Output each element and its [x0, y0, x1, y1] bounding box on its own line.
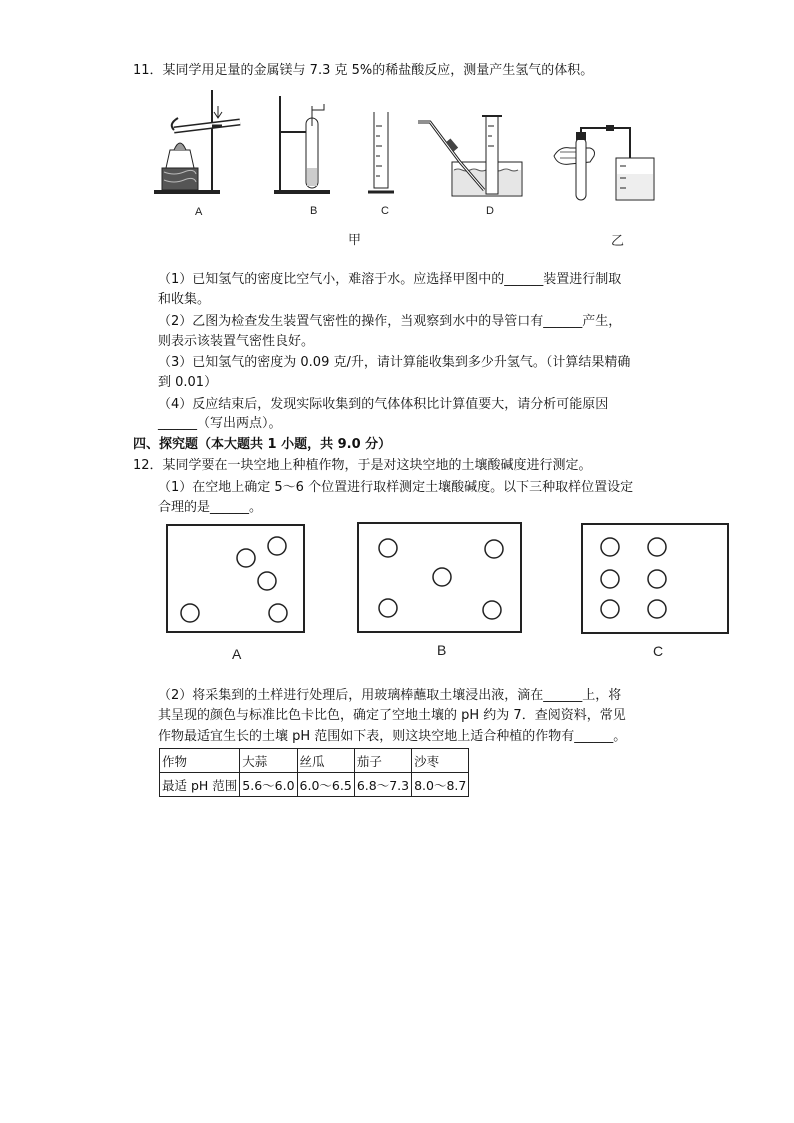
- table-cell: 大蒜: [240, 749, 297, 773]
- apparatus-b-illustration: [272, 96, 332, 196]
- q11-part4-line1: （4）反应结束后，发现实际收集到的气体体积比计算值要大，请分析可能原因: [158, 397, 609, 412]
- ph-range-table: [159, 748, 469, 797]
- figure-caption-yi: 乙: [611, 234, 625, 249]
- table-cell: 作物: [160, 749, 240, 773]
- table-row: [160, 773, 469, 797]
- apparatus-c-illustration: [366, 112, 396, 196]
- sampling-label-b: B: [437, 642, 447, 658]
- q12-part2-line3: 作物最适宜生长的土壤 pH 范围如下表，则这块空地上适合种植的作物有______。: [158, 729, 627, 744]
- apparatus-d-illustration: [416, 112, 526, 200]
- airtightness-check-illustration: [550, 122, 662, 204]
- q11-part2-line1: （2）乙图为检查发生装置气密性的操作，当观察到水中的导管口有______产生，: [158, 314, 622, 329]
- q11-part2-line2: 则表示该装置气密性良好。: [158, 334, 315, 349]
- table-cell: 最适 pH 范围: [160, 773, 240, 797]
- table-cell: 茄子: [354, 749, 411, 773]
- q12-part2-line2: 其呈现的颜色与标准比色卡比色，确定了空地土壤的 pH 约为 7．查阅资料，常见: [158, 708, 626, 723]
- apparatus-a-illustration: [152, 86, 252, 196]
- q12-part1-line2: 合理的是______。: [158, 500, 263, 515]
- q11-part3-line1: （3）已知氢气的密度为 0.09 克/升，请计算能收集到多少升氢气。（计算结果精确: [158, 355, 631, 370]
- sampling-layout-c: [581, 523, 731, 635]
- table-cell: 沙枣: [412, 749, 469, 773]
- q11-part3-line2: 到 0.01）: [158, 375, 218, 390]
- q11-part1-line2: 和收集。: [158, 292, 211, 307]
- apparatus-label-d: D: [486, 205, 494, 217]
- q11-part1-line1: （1）已知氢气的密度比空气小，难溶于水。应选择甲图中的______装置进行制取: [158, 272, 622, 287]
- apparatus-label-a: A: [195, 206, 203, 218]
- table-cell: 8.0～8.7: [412, 773, 469, 797]
- sampling-layout-a: [166, 524, 306, 634]
- apparatus-label-b: B: [310, 205, 318, 217]
- q11-stem: 11．某同学用足量的金属镁与 7.3 克 5%的稀盐酸反应，测量产生氢气的体积。: [133, 63, 594, 78]
- table-cell: 5.6～6.0: [240, 773, 297, 797]
- sampling-label-a: A: [232, 646, 242, 662]
- apparatus-label-c: C: [381, 205, 389, 217]
- q11-part4-line2: ______（写出两点）。: [158, 416, 282, 431]
- q12-part2-line1: （2）将采集到的土样进行处理后，用玻璃棒蘸取土壤浸出液，滴在______上，将: [158, 688, 622, 703]
- table-header-row: [160, 749, 469, 773]
- table-cell: 6.0～6.5: [297, 773, 354, 797]
- section-heading: 四、探究题（本大题共 1 小题，共 9.0 分）: [133, 437, 392, 452]
- sampling-layout-b: [357, 522, 523, 634]
- q12-stem: 12．某同学要在一块空地上种植作物，于是对这块空地的土壤酸碱度进行测定。: [133, 458, 592, 473]
- sampling-label-c: C: [653, 643, 664, 659]
- q12-part1-line1: （1）在空地上确定 5～6 个位置进行取样测定土壤酸碱度。以下三种取样位置设定: [158, 480, 634, 495]
- figure-caption-jia: 甲: [348, 233, 362, 248]
- table-cell: 丝瓜: [297, 749, 354, 773]
- table-cell: 6.8～7.3: [354, 773, 411, 797]
